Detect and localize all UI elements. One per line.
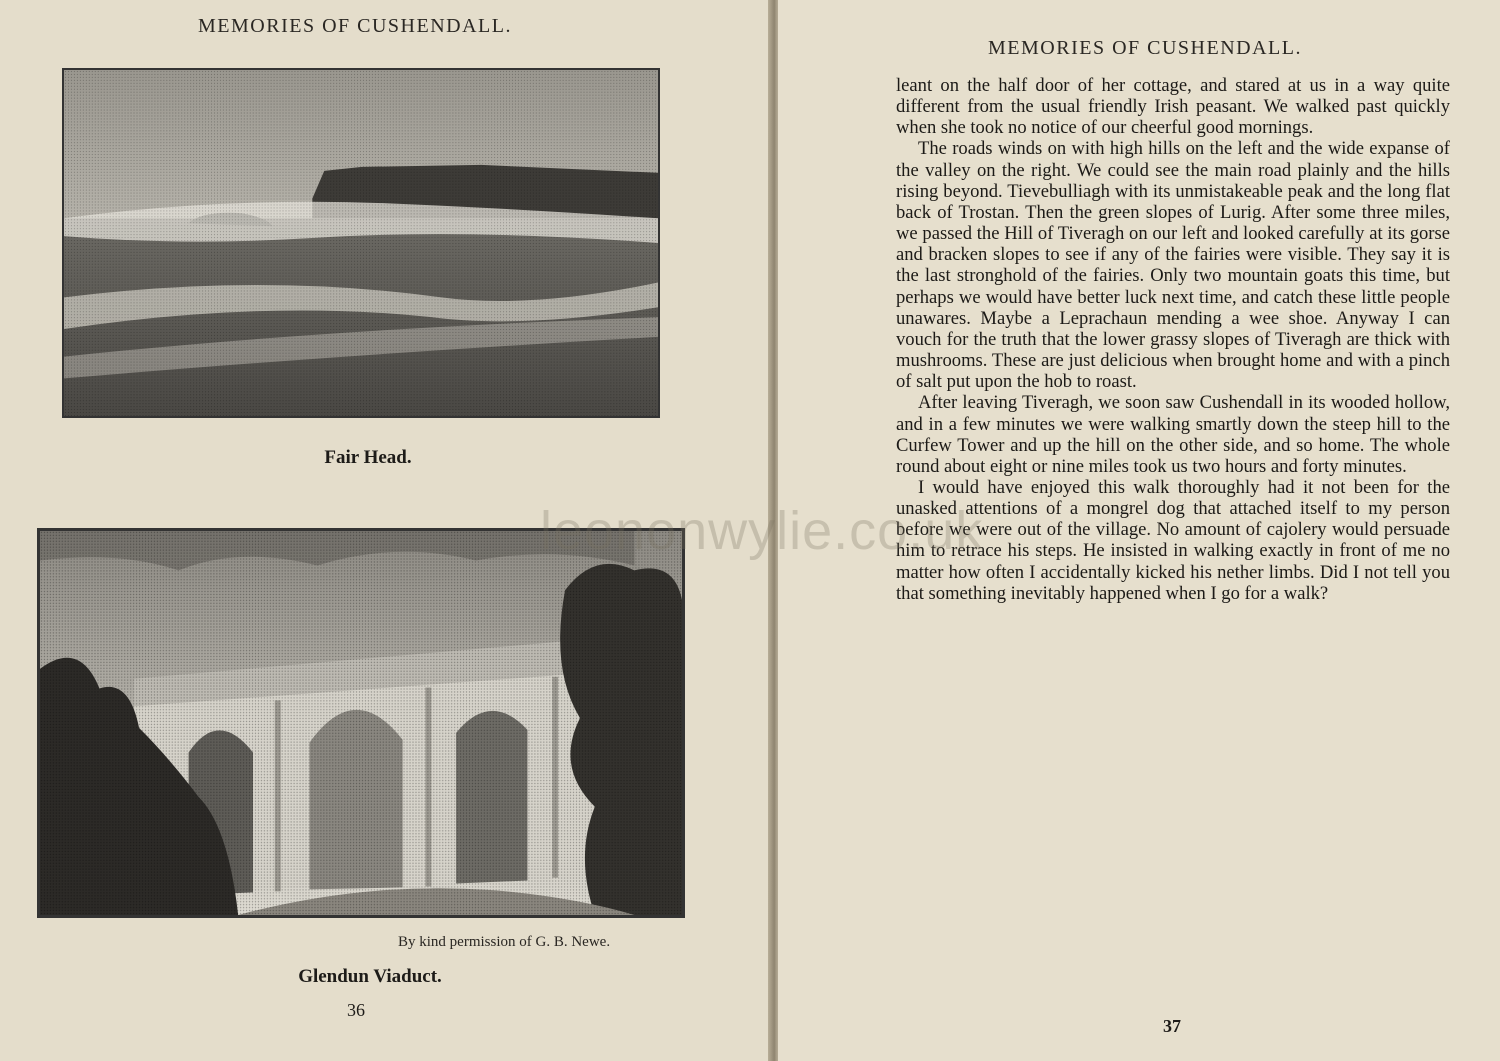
watermark: leononwylie.co.uk [540, 501, 984, 561]
right-page-number: 37 [1163, 1016, 1181, 1036]
glendun-viaduct-photo [37, 528, 685, 918]
paragraph-3: After leaving Tiveragh, we soon saw Cushendall in its wooded hollow, and in a few minutes we were walking smartly down the steep hill to the Curfew Tower and up the hill on the other side, and so home. The whole round about eight or nine miles took us two hours and forty minutes. [896, 392, 1450, 477]
paragraph-2: The roads winds on with high hills on the left and the wide expanse of the valley on the right. We could see the main road plainly and the hills rising beyond. Tievebulliagh with its unmistakeable peak and the long flat back of Trostan. Then the green slopes of Lurig. After some three miles, we passed the Hill of Tiveragh on our left and looked carefully at its gorse and bracken slopes to see if any of the fairies were visible. They say it is the last stronghold of the fairies. Only two mountain goats this time, but perhaps we would have better luck next time, and catch these little people unawares. Maybe a Leprachaun mending a wee shoe. Anyway I can vouch for the truth that the lower grassy slopes of Tiveragh are thick with mushrooms. These are just delicious when brought home and with a pinch of salt put upon the hob to roast. [896, 138, 1450, 393]
fair-head-caption: Fair Head. [324, 447, 412, 468]
fair-head-photo [62, 68, 660, 418]
right-running-head: MEMORIES OF CUSHENDALL. [988, 37, 1302, 59]
glendun-viaduct-image [40, 531, 682, 915]
fair-head-image [64, 70, 658, 416]
left-running-head: MEMORIES OF CUSHENDALL. [198, 15, 512, 37]
photo-credit: By kind permission of G. B. Newe. [398, 934, 611, 950]
paragraph-4: I would have enjoyed this walk thoroughly had it not been for the unasked attentions of a mongrel dog that attached itself to my person before we were out of the village. No amount of cajolery would persuade him to retrace his steps. He insisted in walking exactly in front of me no matter how often I accidentally kicked his nether limbs. Did I not tell you that something inevitably happened when I go for a walk? [896, 476, 1450, 604]
left-page-number: 36 [347, 1000, 365, 1020]
paragraph-1: leant on the half door of her cottage, and stared at us in a way quite different from the usual friendly Irish peasant. We walked past quickly when she took no notice of our cheerful good mornings. [896, 75, 1450, 139]
glendun-viaduct-caption: Glendun Viaduct. [298, 966, 442, 987]
